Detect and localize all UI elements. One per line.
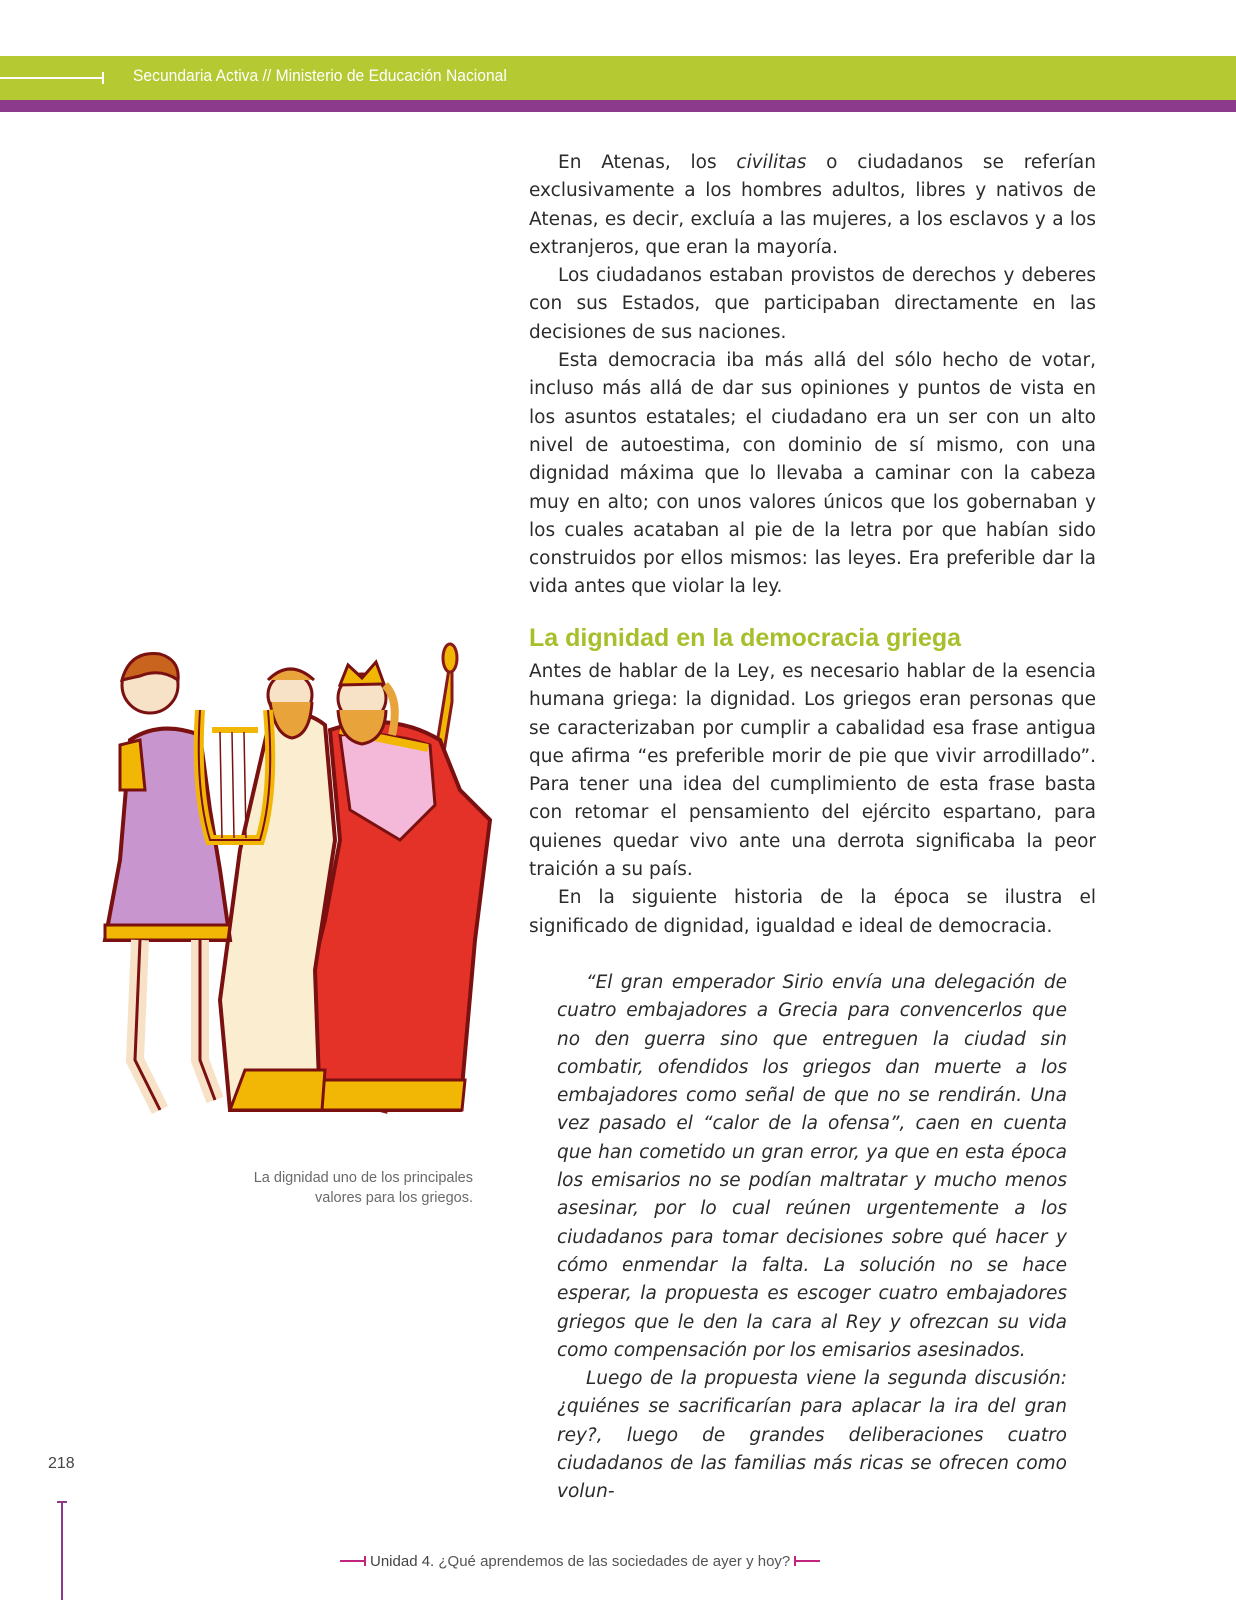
intro-paragraph-1: En Atenas, los civilitas o ciudadanos se referían exclusivamente a los hombres adultos, libres y nativos de Atenas, es decir, excluía a las mujeres, a los esclavos y a los extranjeros, que eran la mayoría.: [529, 152, 1096, 258]
section-paragraph-2: En la siguiente historia de la época se ilustra el significado de dignidad, igualdad e ideal de democracia.: [529, 887, 1096, 937]
caption-line-1: La dignidad uno de los principales: [253, 1170, 473, 1186]
intro-text: [529, 149, 1096, 602]
header-stripe: [0, 100, 1236, 112]
lyre-player-figure: [105, 654, 230, 1110]
footer-title: ¿Qué aprendemos de las sociedades de ayer y hoy?: [434, 1552, 791, 1570]
header-rule-tick: [102, 72, 104, 84]
story-quote: [557, 969, 1067, 1507]
section-paragraph-1: Antes de hablar de la Ley, es necesario hablar de la esencia humana griega: la dignidad. Los griegos eran personas que se caracterizaban por cumplir a cabalidad esa frase antigua que afirma “es preferible morir de pie que vivir arrodillado”. Para tener una idea del cumplimiento de esta frase basta con retomar el pensamiento del ejército espartano, para quienes quedar vivo ante una derrota significaba la peor traición a su país.: [529, 661, 1096, 881]
header-title: Secundaria Activa // Ministerio de Educación Nacional: [133, 66, 507, 85]
margin-rule: [61, 1502, 63, 1600]
header-rule: [0, 77, 104, 79]
section-heading: La dignidad en la democracia griega: [529, 624, 962, 652]
footer: [340, 1549, 860, 1573]
page-number: 218: [48, 1455, 75, 1472]
elder-figure: [220, 669, 335, 1110]
footer-bar-left: [340, 1560, 366, 1562]
figure-caption: [213, 1168, 473, 1208]
caption-line-2: valores para los griegos.: [315, 1190, 473, 1206]
quote-paragraph-1: “El gran emperador Sirio envía una delegación de cuatro embajadores a Grecia para convencerlos que no den guerra sino que entreguen la ciudad sin combatir, ofendidos los griegos dan muerte a los embajadores como señal de que no se rendirán. Una vez pasado el “calor de la ofensa”, caen en cuenta que han cometido un gran error, ya que en esta época los emisarios no se podían maltratar y mucho menos asesinar, por lo cual reúnen urgentemente a los ciudadanos para tomar decisiones sobre qué hacer y cómo enmendar la falta. La solución no se hace esperar, la propuesta es escoger cuatro embajadores griegos que le den la cara al Rey y ofrezcan su vida como compensación por los emisarios asesinados.: [557, 972, 1067, 1361]
quote-paragraph-2: Luego de la propuesta viene la segunda discusión: ¿quiénes se sacrificarían para aplacar la ira del gran rey?, luego de grandes deliberaciones cuatro ciudadanos de las familias más ricas se ofrecen como volun-: [557, 1368, 1067, 1503]
section-text: [529, 658, 1096, 941]
footer-unit: Unidad 4.: [370, 1552, 435, 1570]
greek-figures-illustration: [100, 640, 510, 1160]
footer-bar-right: [794, 1560, 820, 1562]
footer-text: [370, 1553, 790, 1570]
intro-paragraph-3: Esta democracia iba más allá del sólo hecho de votar, incluso más allá de dar sus opiniones y puntos de vista en los asuntos estatales; el ciudadano era un ser con un alto nivel de autoestima, con dominio de sí mismo, con una dignidad máxima que lo llevaba a caminar con la cabeza muy en alto; con unos valores únicos que los gobernaban y los cuales acataban al pie de la letra por que habían sido construidos por ellos mismos: las leyes. Era preferible dar la vida antes que violar la ley.: [529, 350, 1096, 598]
intro-paragraph-2: Los ciudadanos estaban provistos de derechos y deberes con sus Estados, que participaban directamente en las decisiones de sus naciones.: [529, 265, 1096, 343]
